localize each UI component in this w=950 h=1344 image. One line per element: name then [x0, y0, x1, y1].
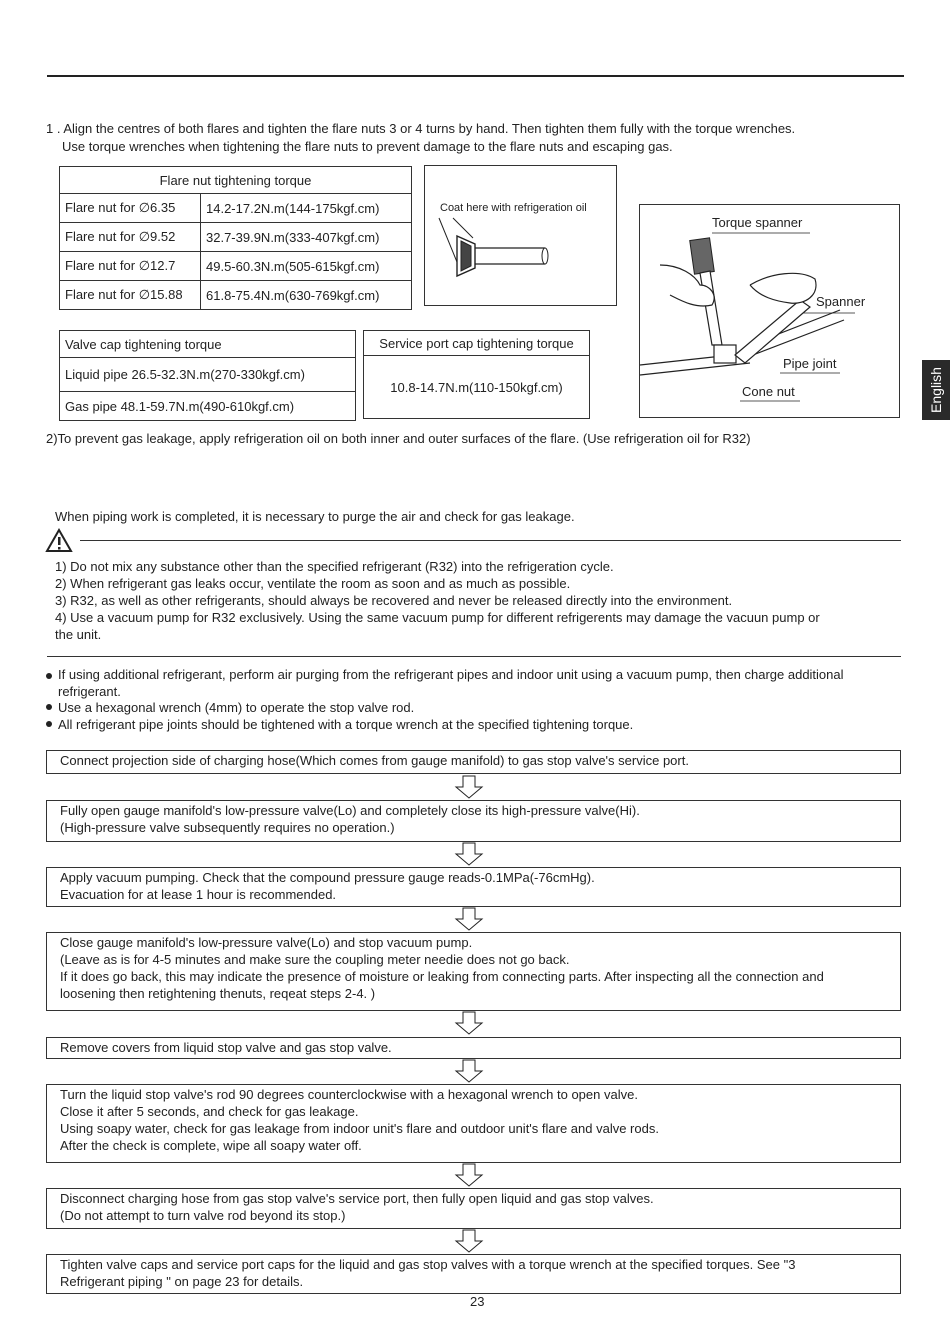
- step-line: If it does go back, this may indicate the presence of moisture or leaking from connecting parts. After inspecting all the connection and: [60, 969, 824, 984]
- valve-table-header: Valve cap tightening torque: [60, 331, 356, 358]
- flare-pipe-illustration: [425, 166, 616, 305]
- row-size: 12.7: [150, 258, 176, 273]
- caution-1: 1) Do not mix any substance other than the specified refrigerant (R32) into the refrigeration cycle.: [55, 559, 614, 574]
- bullet-3: All refrigerant pipe joints should be tightened with a torque wrench at the specified tightening torque.: [58, 717, 634, 732]
- bullet-dot: [46, 704, 52, 710]
- valve-gas: Gas pipe 48.1-59.7N.m(490-610kgf.cm): [60, 392, 356, 421]
- language-tab: [922, 360, 950, 420]
- bullet-dot: [46, 721, 52, 727]
- service-table-header: Service port cap tightening torque: [364, 331, 590, 356]
- row-size: 9.52: [150, 229, 176, 244]
- page-number: 23: [470, 1294, 485, 1309]
- step-line: Apply vacuum pumping. Check that the compound pressure gauge reads-0.1MPa(-76cmHg).: [60, 870, 595, 885]
- row-label: Flare nut for: [65, 258, 136, 273]
- down-arrow-icon: [454, 842, 484, 866]
- diameter-icon: ∅: [138, 288, 151, 303]
- oil-figure: [424, 165, 617, 306]
- flare-torque-table: [59, 166, 412, 310]
- caution-2: 2) When refrigerant gas leaks occur, ventilate the room as soon and as much as possible.: [55, 576, 571, 591]
- diameter-icon: ∅: [138, 230, 151, 245]
- step-line: Close it after 5 seconds, and check for gas leakage.: [60, 1104, 359, 1119]
- language-tab-label: English: [928, 367, 944, 413]
- label-torque-spanner: Torque spanner: [712, 215, 803, 230]
- step-line: Evacuation for at lease 1 hour is recommended.: [60, 887, 337, 902]
- service-port-table: [363, 330, 590, 419]
- step-line: Turn the liquid stop valve's rod 90 degrees counterclockwise with a hexagonal wrench to open valve.: [60, 1087, 638, 1102]
- flare-table-header: Flare nut tightening torque: [60, 167, 412, 194]
- label-pipe-joint: Pipe joint: [783, 356, 837, 371]
- flow-step-6: [46, 1084, 901, 1163]
- valve-liquid: Liquid pipe 26.5-32.3N.m(270-330kgf.cm): [60, 358, 356, 392]
- step-line: After the check is complete, wipe all soapy water off.: [60, 1138, 362, 1153]
- caution-4-cont: the unit.: [55, 627, 102, 642]
- flow-step-7: [46, 1188, 901, 1229]
- step-line: Disconnect charging hose from gas stop valve's service port, then fully open liquid and gas stop valves.: [60, 1191, 654, 1206]
- step-line: (High-pressure valve subsequently requires no operation.): [60, 820, 395, 835]
- top-rule: [47, 75, 904, 77]
- label-spanner: Spanner: [816, 294, 866, 309]
- diameter-icon: ∅: [138, 259, 151, 274]
- oil-caption: Coat here with refrigeration oil: [440, 202, 587, 214]
- service-table-value: 10.8-14.7N.m(110-150kgf.cm): [364, 356, 590, 419]
- flow-step-4: [46, 932, 901, 1011]
- row-label: Flare nut for: [65, 287, 136, 302]
- row-torque: 49.5-60.3N.m(505-615kgf.cm): [201, 252, 412, 281]
- caution-4: 4) Use a vacuum pump for R32 exclusively. Using the same vacuum pump for different refrigerents may damage the vacuun pump or: [55, 610, 820, 625]
- bullet-1-cont: refrigerant.: [58, 684, 121, 699]
- down-arrow-icon: [454, 1229, 484, 1253]
- down-arrow-icon: [454, 907, 484, 931]
- down-arrow-icon: [454, 1011, 484, 1035]
- step1-line1: 1 . Align the centres of both flares and tighten the flare nuts 3 or 4 turns by hand. Then tighten them fully with the torque wrenches.: [46, 121, 796, 136]
- step2-text: 2)To prevent gas leakage, apply refrigeration oil on both inner and outer surfaces of the flare. (Use refrigeration oil for R32): [46, 431, 751, 446]
- step-line: (Leave as is for 4-5 minutes and make sure the coupling meter needie does not go back.: [60, 952, 570, 967]
- step-line: Refrigerant piping " on page 23 for details.: [60, 1274, 304, 1289]
- down-arrow-icon: [454, 775, 484, 799]
- valve-cap-table: [59, 330, 356, 421]
- row-torque: 32.7-39.9N.m(333-407kgf.cm): [201, 223, 412, 252]
- bullet-dot: [46, 673, 52, 679]
- step-line: Fully open gauge manifold's low-pressure valve(Lo) and completely close its high-pressure valve(Hi).: [60, 803, 640, 818]
- table-row: [60, 194, 412, 223]
- row-size: 6.35: [150, 200, 176, 215]
- caution-rule: [80, 540, 901, 541]
- warning-icon: [45, 528, 73, 553]
- table-row: [60, 252, 412, 281]
- step-line: loosening then retightening thenuts, reqeat steps 2-4. ): [60, 986, 376, 1001]
- row-torque: 61.8-75.4N.m(630-769kgf.cm): [201, 281, 412, 310]
- row-torque: 14.2-17.2N.m(144-175kgf.cm): [201, 194, 412, 223]
- wrench-figure: [639, 204, 900, 418]
- diameter-icon: ∅: [138, 201, 151, 216]
- caution-3: 3) R32, as well as other refrigerants, should always be recovered and never be released directly into the environment.: [55, 593, 733, 608]
- step-line: Using soapy water, check for gas leakage from indoor unit's flare and outdoor unit's flare and valve rods.: [60, 1121, 659, 1136]
- flow-step-5: [46, 1037, 901, 1059]
- flow-step-2: [46, 800, 901, 842]
- section-rule: [47, 656, 901, 657]
- row-label: Flare nut for: [65, 229, 136, 244]
- step1-line2: Use torque wrenches when tightening the flare nuts to prevent damage to the flare nuts and escaping gas.: [62, 139, 673, 154]
- label-cone-nut: Cone nut: [742, 384, 795, 399]
- step-line: (Do not attempt to turn valve rod beyond its stop.): [60, 1208, 346, 1223]
- table-row: [60, 281, 412, 310]
- purge-intro: When piping work is completed, it is necessary to purge the air and check for gas leakage.: [55, 509, 575, 524]
- flow-step-3: [46, 867, 901, 907]
- flow-step-1: [46, 750, 901, 774]
- down-arrow-icon: [454, 1059, 484, 1083]
- bullet-1: If using additional refrigerant, perform air purging from the refrigerant pipes and indoor unit using a vacuum pump, then charge additional: [58, 667, 844, 682]
- step-line: Close gauge manifold's low-pressure valve(Lo) and stop vacuum pump.: [60, 935, 473, 950]
- row-label: Flare nut for: [65, 200, 136, 215]
- down-arrow-icon: [454, 1163, 484, 1187]
- row-size: 15.88: [150, 287, 183, 302]
- step-line: Tighten valve caps and service port caps for the liquid and gas stop valves with a torque wrench at the specified torques. See "3: [60, 1257, 796, 1272]
- table-row: [60, 223, 412, 252]
- step-line: Connect projection side of charging hose(Which comes from gauge manifold) to gas stop valve's service port.: [60, 753, 689, 768]
- bullet-2: Use a hexagonal wrench (4mm) to operate the stop valve rod.: [58, 700, 415, 715]
- wrench-illustration: [640, 205, 899, 417]
- flow-step-8: [46, 1254, 901, 1294]
- step-line: Remove covers from liquid stop valve and gas stop valve.: [60, 1040, 392, 1055]
